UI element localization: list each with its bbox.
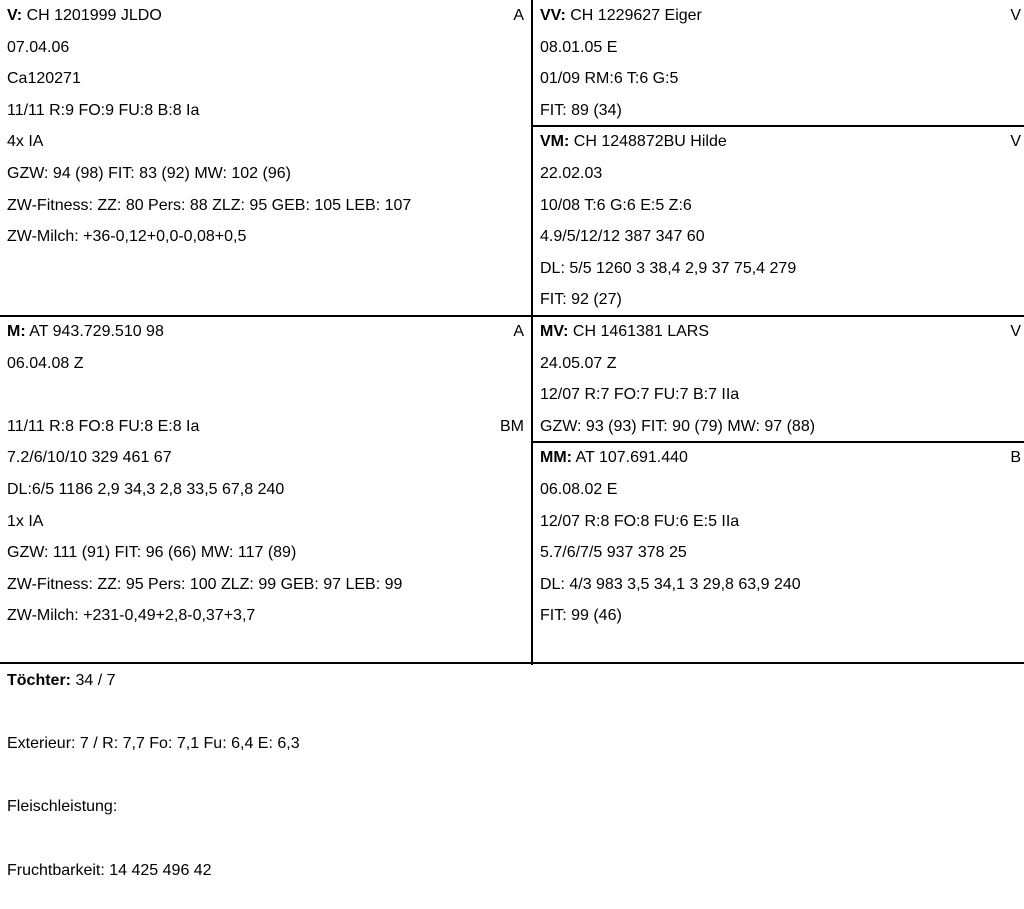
mm-line: 06.08.02 E <box>540 481 618 498</box>
exterieur-line: Exterieur: 7 / R: 7,7 Fo: 7,1 Fu: 6,4 E: 6,3 <box>7 735 300 752</box>
center-divider <box>531 0 533 665</box>
mv-line: 12/07 R:7 FO:7 FU:7 B:7 IIa <box>540 386 740 404</box>
mm-header <box>540 442 688 474</box>
dam-line: 7.2/6/10/10 329 461 67 <box>7 449 172 467</box>
mv-id: CH 1461381 LARS <box>568 323 709 340</box>
sire-line: ZW-Milch: +36-0,12+0,0-0,08+0,5 <box>7 228 247 246</box>
vv-code: V <box>1010 7 1021 24</box>
vm-code: V <box>1010 133 1021 151</box>
dam-line: GZW: 111 (91) FIT: 96 (66) MW: 117 (89) <box>7 544 297 562</box>
dam-line: 1x IA <box>7 512 44 530</box>
vv-id: CH 1229627 Eiger <box>565 7 702 24</box>
dam-label: M: <box>7 323 26 340</box>
mm-code: B <box>1010 449 1021 467</box>
mm-line: DL: 4/3 983 3,5 34,1 3 29,8 63,9 240 <box>540 575 801 593</box>
sire-code: A <box>513 7 524 24</box>
sire-line: ZW-Fitness: ZZ: 80 Pers: 88 ZLZ: 95 GEB: 105 LEB: 107 <box>7 196 412 214</box>
dam-line: DL:6/5 1186 2,9 34,3 2,8 33,5 67,8 240 <box>7 481 285 498</box>
mm-line: FIT: 99 (46) <box>540 607 622 625</box>
vv-line: FIT: 89 (34) <box>540 101 622 119</box>
vv-label: VV: <box>540 7 566 24</box>
daughters-line <box>7 665 115 697</box>
mm-label: MM: <box>540 449 572 467</box>
divider-footer <box>0 662 1024 664</box>
mm-line: 5.7/6/7/5 937 378 25 <box>540 544 687 562</box>
vm-header <box>540 126 727 158</box>
dam-line: ZW-Milch: +231-0,49+2,8-0,37+3,7 <box>7 607 256 625</box>
sire-line: Ca120271 <box>7 70 81 88</box>
dam-id: AT 943.729.510 98 <box>25 323 164 340</box>
dam-line: 06.04.08 Z <box>7 354 84 372</box>
sire-label: V: <box>7 7 23 24</box>
mv-line: 24.05.07 Z <box>540 354 617 372</box>
mv-label: MV: <box>540 323 569 340</box>
vv-header <box>540 0 702 32</box>
dam-line: 11/11 R:8 FO:8 FU:8 E:8 Ia <box>7 417 200 435</box>
mm-line: 12/07 R:8 FO:8 FU:6 E:5 IIa <box>540 512 740 530</box>
vm-line: 4.9/5/12/12 387 347 60 <box>540 228 705 246</box>
vm-line: 22.02.03 <box>540 165 603 182</box>
dam-code: A <box>513 323 524 340</box>
mv-code: V <box>1010 323 1021 340</box>
sire-line: 4x IA <box>7 133 44 151</box>
vv-line: 08.01.05 E <box>540 38 618 56</box>
vm-label: VM: <box>540 133 570 151</box>
daughters-label: Töchter: <box>7 672 71 689</box>
mv-header <box>540 316 709 348</box>
sire-line: 11/11 R:9 FO:9 FU:8 B:8 Ia <box>7 101 200 119</box>
fleischleistung-line: Fleischleistung: <box>7 798 118 815</box>
dam-line-code: BM <box>500 417 524 435</box>
sire-line: GZW: 94 (98) FIT: 83 (92) MW: 102 (96) <box>7 165 291 182</box>
sire-header <box>7 0 162 32</box>
vm-line: FIT: 92 (27) <box>540 291 622 309</box>
vv-line: 01/09 RM:6 T:6 G:5 <box>540 70 679 88</box>
vm-line: 10/08 T:6 G:6 E:5 Z:6 <box>540 196 692 214</box>
fruchtbarkeit-line: Fruchtbarkeit: 14 425 496 42 <box>7 862 212 879</box>
sire-line: 07.04.06 <box>7 38 70 56</box>
mm-id: AT 107.691.440 <box>571 449 688 467</box>
mv-line: GZW: 93 (93) FIT: 90 (79) MW: 97 (88) <box>540 417 816 435</box>
dam-header <box>7 316 164 348</box>
vm-id: CH 1248872BU Hilde <box>569 133 727 151</box>
vm-line: DL: 5/5 1260 3 38,4 2,9 37 75,4 279 <box>540 259 797 277</box>
sire-id: CH 1201999 JLDO <box>22 7 162 24</box>
daughters-value: 34 / 7 <box>71 672 116 689</box>
dam-line: ZW-Fitness: ZZ: 95 Pers: 100 ZLZ: 99 GEB: 97 LEB: 99 <box>7 575 403 593</box>
